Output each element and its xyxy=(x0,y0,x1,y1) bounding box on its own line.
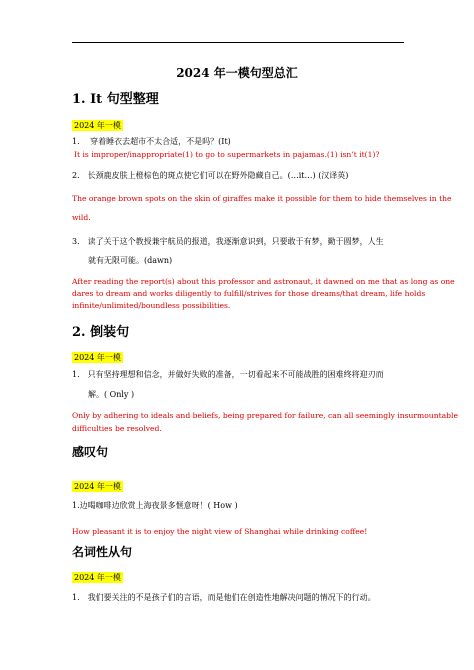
answer-en: dares to dream and works diligently to fulfill/strives for those dreams/that dream, life holds xyxy=(72,289,426,298)
section-heading-noun-clause: 名词性从句 xyxy=(72,545,133,559)
answer-en: difficulties be resolved. xyxy=(72,424,162,433)
year-badge xyxy=(72,345,123,364)
badge-label: 2024 年一模 xyxy=(74,482,121,491)
question-cn: 1. 我们要关注的不是孩子们的言语，而是他们在创造性地解决问题的情况下的行动。 xyxy=(72,593,376,602)
answer-en: infinite/unlimited/boundless possibilities. xyxy=(72,301,231,310)
badge-label: 2024 年一模 xyxy=(74,573,121,582)
answer-en: It is improper/inappropriate(1) to go to supermarkets in pajamas.(1) isn’t it(1)? xyxy=(74,150,380,159)
year-badge xyxy=(72,565,123,584)
year-badge xyxy=(72,474,123,493)
question-cn: 1. 只有坚持理想和信念，并做好失败的准备，一切看起来不可能战胜的困难终将迎刃而 xyxy=(72,370,384,379)
question-cn: 1. 穿着睡衣去超市不太合适，不是吗？(It) xyxy=(72,137,231,146)
document-title: 2024 年一模句型总汇 xyxy=(176,66,298,80)
answer-en: wild. xyxy=(72,213,91,222)
answer-en: After reading the report(s) about this professor and astronaut, it dawned on me that as long as one xyxy=(72,277,455,286)
question-cn: 1.边喝咖啡边欣赏上海夜景多惬意呀！( How ) xyxy=(72,501,238,510)
answer-en: The orange brown spots on the skin of giraffes make it possible for them to hide themselves in the xyxy=(72,194,452,203)
question-cn: 2. 长颈鹿皮肤上橙棕色的斑点使它们可以在野外隐藏自己。(…it…) (汉译英) xyxy=(72,171,349,180)
badge-label: 2024 年一模 xyxy=(74,353,121,362)
header-rule xyxy=(72,42,404,43)
section-heading-it: 1. It 句型整理 xyxy=(72,92,159,107)
answer-en: Only by adhering to ideals and beliefs, being prepared for failure, can all seemingly insurmountable xyxy=(72,411,458,420)
badge-label: 2024 年一模 xyxy=(74,121,121,130)
section-heading-inversion: 2. 倒装句 xyxy=(72,325,130,340)
year-badge xyxy=(72,113,123,132)
question-cn: 就有无限可能。(dawn) xyxy=(88,256,173,265)
question-cn: 解。( Only ) xyxy=(88,390,135,399)
section-heading-exclamation: 感叹句 xyxy=(72,445,109,459)
answer-en: How pleasant it is to enjoy the night view of Shanghai while drinking coffee! xyxy=(72,527,368,536)
question-cn: 3. 读了关于这个教授兼宇航员的报道，我逐渐意识到，只要敢于有梦，勤于圆梦，人生 xyxy=(72,237,384,246)
